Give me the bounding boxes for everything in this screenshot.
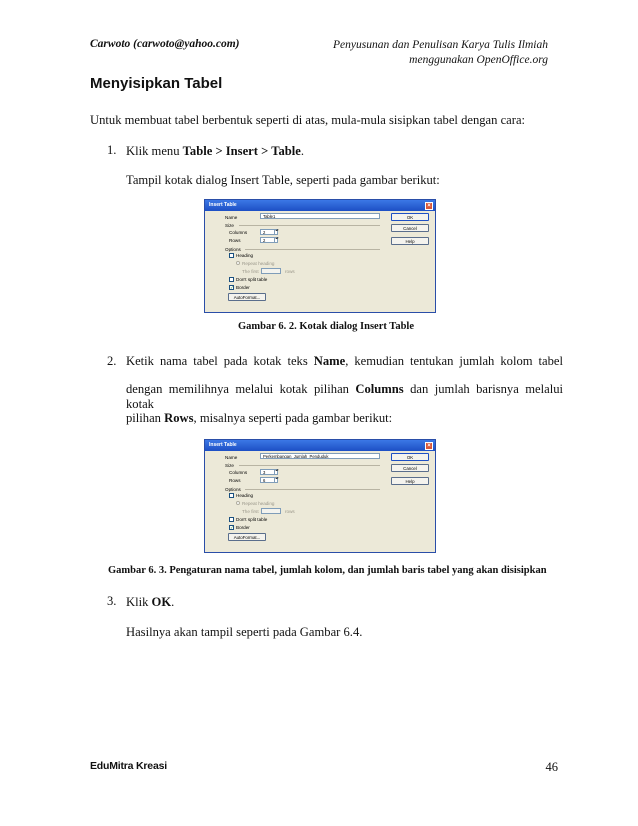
- step-1-subtext: Tampil kotak dialog Insert Table, seperti pada gambar berikut:: [126, 173, 440, 187]
- header-title-line1: Penyusunan dan Penulisan Karya Tulis Ilmiah: [333, 39, 548, 51]
- header-author: Carwoto (carwoto@yahoo.com): [90, 38, 240, 50]
- heading-checkbox[interactable]: [229, 253, 234, 258]
- step-3-number: 3.: [107, 594, 117, 608]
- heading-checkbox[interactable]: [229, 493, 234, 498]
- step-2-number: 2.: [107, 354, 117, 368]
- step-2-rows-term: Rows: [164, 411, 194, 425]
- insert-table-dialog-1: [204, 199, 436, 313]
- rows-spin-icon[interactable]: ▴▾: [274, 477, 279, 483]
- step-2-columns-term: Columns: [355, 382, 404, 396]
- step-1-menu-path: Table > Insert > Table: [182, 144, 301, 158]
- step-3-subtext: Hasilnya akan tampil seperti pada Gambar 6.4.: [126, 625, 363, 639]
- rows-suffix-label: rows: [285, 269, 295, 274]
- size-separator: [239, 225, 380, 226]
- page-number: 46: [545, 760, 558, 774]
- name-input[interactable]: Table1: [260, 213, 380, 219]
- the-first-label: The first: [242, 509, 259, 514]
- dialog-titlebar: [205, 440, 435, 451]
- columns-value: 2: [263, 230, 266, 235]
- publisher-logo: EduMitra Kreasi: [90, 760, 167, 772]
- border-checkbox[interactable]: ✓: [230, 525, 234, 530]
- options-separator: [245, 489, 380, 490]
- name-label: Name: [225, 455, 238, 460]
- columns-value: 3: [263, 470, 266, 475]
- dont-split-label: Don't split table: [236, 277, 268, 282]
- size-label: Size: [225, 463, 234, 468]
- step-2-line-3: [126, 410, 392, 426]
- dialog-title: Insert Table: [209, 442, 237, 448]
- repeat-heading-label: Repeat heading: [242, 261, 275, 266]
- step-1-number: 1.: [107, 143, 117, 157]
- rows-value: 2: [263, 238, 266, 243]
- dialog-title: Insert Table: [209, 202, 237, 208]
- the-first-label: The first: [242, 269, 259, 274]
- size-separator: [239, 465, 380, 466]
- step-3-pre: Klik: [126, 595, 152, 609]
- options-label: Options: [225, 247, 241, 252]
- autoformat-button[interactable]: AutoFormat...: [228, 293, 266, 301]
- step-2-l3-c: , misalnya seperti pada gambar berikut:: [193, 411, 393, 425]
- border-checkbox[interactable]: ✓: [230, 285, 234, 290]
- step-2-l2-a: dengan memilihnya melalui kotak pilihan: [126, 382, 356, 396]
- step-3-post: .: [171, 595, 175, 609]
- heading-label: Heading: [236, 253, 254, 258]
- help-button[interactable]: Help: [391, 237, 429, 245]
- columns-label: Columns: [229, 470, 248, 475]
- columns-spin-icon[interactable]: ▴▾: [274, 229, 279, 235]
- intro-paragraph: Untuk membuat tabel berbentuk seperti di atas, mula-mula sisipkan tabel dengan cara:: [90, 113, 526, 127]
- step-2-line-2: [126, 382, 563, 412]
- rows-spin-icon[interactable]: ▴▾: [274, 237, 279, 243]
- options-label: Options: [225, 487, 241, 492]
- figure-1-caption: Gambar 6. 2. Kotak dialog Insert Table: [238, 321, 414, 332]
- header-title-line2: menggunakan OpenOffice.org: [409, 54, 548, 66]
- cancel-button[interactable]: Cancel: [391, 464, 429, 472]
- step-2-l1-a: Ketik nama tabel pada kotak teks: [126, 354, 314, 368]
- name-input[interactable]: Perkembangan_Jumlah_Penduduk: [260, 453, 380, 459]
- columns-label: Columns: [229, 230, 248, 235]
- step-3-ok-term: OK: [151, 595, 172, 609]
- step-2-line-1: [126, 354, 563, 369]
- dont-split-checkbox[interactable]: [229, 517, 234, 522]
- dont-split-label: Don't split table: [236, 517, 268, 522]
- step-2-l1-c: , kemudian tentukan jumlah kolom tabel: [345, 354, 563, 368]
- columns-spin-icon[interactable]: ▴▾: [274, 469, 279, 475]
- step-1-text: [126, 143, 304, 159]
- ok-button[interactable]: OK: [391, 453, 429, 461]
- cancel-button[interactable]: Cancel: [391, 224, 429, 232]
- dialog-titlebar: [205, 200, 435, 211]
- step-1-pre: Klik menu: [126, 144, 183, 158]
- step-2-l2-c: dan jumlah barisnya melalui kotak: [126, 382, 563, 411]
- header-book-title: [330, 38, 548, 68]
- section-title: Menyisipkan Tabel: [90, 75, 223, 92]
- step-2-l3-a: pilihan: [126, 411, 165, 425]
- ok-button[interactable]: OK: [391, 213, 429, 221]
- the-first-input[interactable]: [261, 268, 281, 274]
- step-3-text: [126, 594, 174, 610]
- close-icon[interactable]: ×: [425, 202, 433, 210]
- insert-table-dialog-2: [204, 439, 436, 553]
- repeat-heading-label: Repeat heading: [242, 501, 275, 506]
- repeat-heading-checkbox[interactable]: [236, 501, 240, 505]
- rows-label: Rows: [229, 478, 241, 483]
- step-2-name-term: Name: [313, 354, 346, 368]
- border-label: Border: [236, 525, 250, 530]
- rows-value: 6: [263, 478, 266, 483]
- repeat-heading-checkbox[interactable]: [236, 261, 240, 265]
- autoformat-button[interactable]: AutoFormat...: [228, 533, 266, 541]
- size-label: Size: [225, 223, 234, 228]
- border-label: Border: [236, 285, 250, 290]
- rows-label: Rows: [229, 238, 241, 243]
- step-1-post: .: [300, 144, 304, 158]
- close-icon[interactable]: ×: [425, 442, 433, 450]
- the-first-input[interactable]: [261, 508, 281, 514]
- options-separator: [245, 249, 380, 250]
- help-button[interactable]: Help: [391, 477, 429, 485]
- rows-suffix-label: rows: [285, 509, 295, 514]
- name-label: Name: [225, 215, 238, 220]
- heading-label: Heading: [236, 493, 254, 498]
- figure-2-caption: Gambar 6. 3. Pengaturan nama tabel, jumlah kolom, dan jumlah baris tabel yang akan disisipkan: [108, 565, 547, 576]
- dont-split-checkbox[interactable]: [229, 277, 234, 282]
